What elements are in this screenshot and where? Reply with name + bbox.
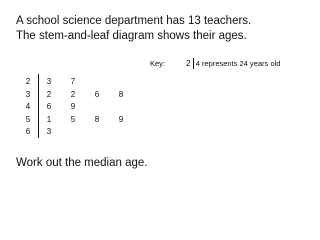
leaf-value: 8 <box>94 114 100 124</box>
leaf-value: 9 <box>70 102 76 111</box>
leaf-value: 7 <box>70 77 76 86</box>
leaf-value: 9 <box>118 114 124 124</box>
leaf-value: 3 <box>46 77 52 86</box>
leaf-value: 1 <box>46 114 52 124</box>
stem-value: 3 <box>25 89 31 99</box>
leaf-value: 5 <box>70 114 76 124</box>
key-stem-digit: 2 <box>186 58 191 68</box>
intro-line-1: A school science department has 13 teachers. <box>16 15 252 27</box>
leaf-value: 2 <box>70 89 76 99</box>
key-explanation: 4 represents 24 years old <box>195 59 281 68</box>
stem-divider-line <box>38 74 39 138</box>
leaf-value: 6 <box>46 102 52 111</box>
leaf-value: 8 <box>118 89 124 99</box>
stem-value: 4 <box>25 102 31 111</box>
stem-value: 5 <box>25 114 31 124</box>
key-label: Key: <box>150 59 166 68</box>
leaf-value: 6 <box>94 89 100 99</box>
stem-value: 2 <box>25 77 31 86</box>
leaf-value: 3 <box>46 127 52 136</box>
question-text: Work out the median age. <box>16 157 148 169</box>
leaf-value: 2 <box>46 89 52 99</box>
stem-value: 6 <box>25 127 31 136</box>
intro-line-2: The stem-and-leaf diagram shows their ages. <box>16 30 247 42</box>
